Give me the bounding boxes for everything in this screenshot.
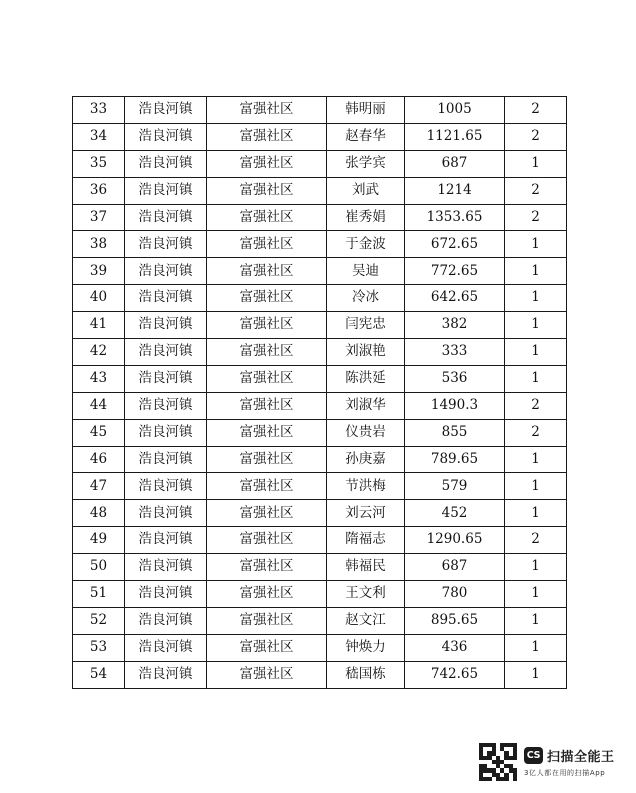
community-cell: 富强社区: [207, 500, 327, 527]
table-row: [73, 204, 567, 231]
name-cell: 韩福民: [327, 554, 405, 581]
name-cell: 陈洪延: [327, 365, 405, 392]
table-row: [73, 634, 567, 661]
qr-code-icon: [479, 743, 517, 781]
amount-cell: 672.65: [405, 231, 505, 258]
town-cell: 浩良河镇: [125, 446, 207, 473]
community-cell: 富强社区: [207, 365, 327, 392]
row-number-cell: 50: [73, 554, 125, 581]
name-cell: 孙庚嘉: [327, 446, 405, 473]
row-number-cell: 43: [73, 365, 125, 392]
community-cell: 富强社区: [207, 473, 327, 500]
camscanner-watermark: [479, 740, 615, 784]
town-cell: 浩良河镇: [125, 581, 207, 608]
table-row: [73, 473, 567, 500]
household-count-cell: 1: [505, 312, 567, 339]
table-row: [73, 97, 567, 124]
town-cell: 浩良河镇: [125, 123, 207, 150]
row-number-cell: 41: [73, 312, 125, 339]
table-row: [73, 312, 567, 339]
amount-cell: 742.65: [405, 661, 505, 688]
name-cell: 于金波: [327, 231, 405, 258]
amount-cell: 687: [405, 554, 505, 581]
name-cell: 张学宾: [327, 150, 405, 177]
name-cell: 节洪梅: [327, 473, 405, 500]
town-cell: 浩良河镇: [125, 312, 207, 339]
table-row: [73, 661, 567, 688]
amount-cell: 436: [405, 634, 505, 661]
table-row: [73, 500, 567, 527]
community-cell: 富强社区: [207, 527, 327, 554]
row-number-cell: 40: [73, 285, 125, 312]
household-count-cell: 1: [505, 150, 567, 177]
amount-cell: 1290.65: [405, 527, 505, 554]
amount-cell: 536: [405, 365, 505, 392]
town-cell: 浩良河镇: [125, 258, 207, 285]
watermark-text-block: [524, 746, 615, 778]
row-number-cell: 42: [73, 339, 125, 366]
household-count-cell: 2: [505, 97, 567, 124]
table-row: [73, 258, 567, 285]
community-cell: 富强社区: [207, 419, 327, 446]
household-count-cell: 2: [505, 204, 567, 231]
household-count-cell: 1: [505, 500, 567, 527]
row-number-cell: 33: [73, 97, 125, 124]
row-number-cell: 38: [73, 231, 125, 258]
camscanner-logo-icon: CS: [524, 747, 543, 764]
name-cell: 王文利: [327, 581, 405, 608]
watermark-brand: 扫描全能王: [547, 750, 615, 765]
town-cell: 浩良河镇: [125, 204, 207, 231]
household-table: [72, 96, 567, 689]
household-count-cell: 2: [505, 177, 567, 204]
amount-cell: 895.65: [405, 607, 505, 634]
row-number-cell: 47: [73, 473, 125, 500]
amount-cell: 642.65: [405, 285, 505, 312]
town-cell: 浩良河镇: [125, 339, 207, 366]
table-row: [73, 446, 567, 473]
name-cell: 闫宪忠: [327, 312, 405, 339]
table-row: [73, 231, 567, 258]
town-cell: 浩良河镇: [125, 500, 207, 527]
table-row: [73, 581, 567, 608]
town-cell: 浩良河镇: [125, 661, 207, 688]
table-row: [73, 365, 567, 392]
town-cell: 浩良河镇: [125, 150, 207, 177]
amount-cell: 382: [405, 312, 505, 339]
watermark-brand-row: [524, 746, 615, 765]
name-cell: 刘云河: [327, 500, 405, 527]
community-cell: 富强社区: [207, 97, 327, 124]
community-cell: 富强社区: [207, 285, 327, 312]
row-number-cell: 48: [73, 500, 125, 527]
town-cell: 浩良河镇: [125, 607, 207, 634]
row-number-cell: 45: [73, 419, 125, 446]
community-cell: 富强社区: [207, 204, 327, 231]
household-count-cell: 1: [505, 607, 567, 634]
amount-cell: 772.65: [405, 258, 505, 285]
row-number-cell: 34: [73, 123, 125, 150]
name-cell: 钟焕力: [327, 634, 405, 661]
town-cell: 浩良河镇: [125, 285, 207, 312]
amount-cell: 1214: [405, 177, 505, 204]
row-number-cell: 52: [73, 607, 125, 634]
town-cell: 浩良河镇: [125, 365, 207, 392]
town-cell: 浩良河镇: [125, 177, 207, 204]
amount-cell: 789.65: [405, 446, 505, 473]
name-cell: 仪贵岩: [327, 419, 405, 446]
table-row: [73, 177, 567, 204]
town-cell: 浩良河镇: [125, 97, 207, 124]
community-cell: 富强社区: [207, 231, 327, 258]
row-number-cell: 53: [73, 634, 125, 661]
community-cell: 富强社区: [207, 177, 327, 204]
table-row: [73, 150, 567, 177]
community-cell: 富强社区: [207, 339, 327, 366]
town-cell: 浩良河镇: [125, 231, 207, 258]
amount-cell: 333: [405, 339, 505, 366]
household-count-cell: 1: [505, 339, 567, 366]
community-cell: 富强社区: [207, 554, 327, 581]
table-row: [73, 554, 567, 581]
name-cell: 吴迪: [327, 258, 405, 285]
table-row: [73, 392, 567, 419]
name-cell: 刘淑华: [327, 392, 405, 419]
community-cell: 富强社区: [207, 634, 327, 661]
table-row: [73, 339, 567, 366]
watermark-slogan: 3亿人都在用的扫描App: [524, 769, 606, 777]
row-number-cell: 44: [73, 392, 125, 419]
amount-cell: 1490.3: [405, 392, 505, 419]
town-cell: 浩良河镇: [125, 473, 207, 500]
household-count-cell: 1: [505, 634, 567, 661]
table-row: [73, 607, 567, 634]
row-number-cell: 35: [73, 150, 125, 177]
community-cell: 富强社区: [207, 661, 327, 688]
name-cell: 冷冰: [327, 285, 405, 312]
household-count-cell: 1: [505, 258, 567, 285]
amount-cell: 452: [405, 500, 505, 527]
household-count-cell: 1: [505, 365, 567, 392]
amount-cell: 1121.65: [405, 123, 505, 150]
community-cell: 富强社区: [207, 123, 327, 150]
row-number-cell: 54: [73, 661, 125, 688]
name-cell: 崔秀娟: [327, 204, 405, 231]
name-cell: 韩明丽: [327, 97, 405, 124]
household-count-cell: 1: [505, 473, 567, 500]
town-cell: 浩良河镇: [125, 527, 207, 554]
name-cell: 刘淑艳: [327, 339, 405, 366]
row-number-cell: 49: [73, 527, 125, 554]
household-count-cell: 1: [505, 231, 567, 258]
table-row: [73, 419, 567, 446]
name-cell: 刘武: [327, 177, 405, 204]
household-count-cell: 1: [505, 661, 567, 688]
amount-cell: 855: [405, 419, 505, 446]
town-cell: 浩良河镇: [125, 419, 207, 446]
household-count-cell: 2: [505, 419, 567, 446]
household-table-body: [73, 97, 567, 689]
household-count-cell: 1: [505, 446, 567, 473]
household-count-cell: 1: [505, 554, 567, 581]
community-cell: 富强社区: [207, 150, 327, 177]
household-count-cell: 2: [505, 527, 567, 554]
household-count-cell: 2: [505, 392, 567, 419]
table-row: [73, 123, 567, 150]
table-row: [73, 527, 567, 554]
community-cell: 富强社区: [207, 312, 327, 339]
amount-cell: 687: [405, 150, 505, 177]
town-cell: 浩良河镇: [125, 554, 207, 581]
row-number-cell: 39: [73, 258, 125, 285]
household-count-cell: 1: [505, 285, 567, 312]
row-number-cell: 37: [73, 204, 125, 231]
name-cell: 赵春华: [327, 123, 405, 150]
town-cell: 浩良河镇: [125, 634, 207, 661]
table-row: [73, 285, 567, 312]
community-cell: 富强社区: [207, 581, 327, 608]
amount-cell: 1005: [405, 97, 505, 124]
row-number-cell: 51: [73, 581, 125, 608]
household-count-cell: 1: [505, 581, 567, 608]
name-cell: 嵇国栋: [327, 661, 405, 688]
community-cell: 富强社区: [207, 446, 327, 473]
household-count-cell: 2: [505, 123, 567, 150]
community-cell: 富强社区: [207, 607, 327, 634]
amount-cell: 780: [405, 581, 505, 608]
row-number-cell: 46: [73, 446, 125, 473]
name-cell: 隋福志: [327, 527, 405, 554]
town-cell: 浩良河镇: [125, 392, 207, 419]
name-cell: 赵文江: [327, 607, 405, 634]
community-cell: 富强社区: [207, 258, 327, 285]
amount-cell: 1353.65: [405, 204, 505, 231]
row-number-cell: 36: [73, 177, 125, 204]
amount-cell: 579: [405, 473, 505, 500]
community-cell: 富强社区: [207, 392, 327, 419]
